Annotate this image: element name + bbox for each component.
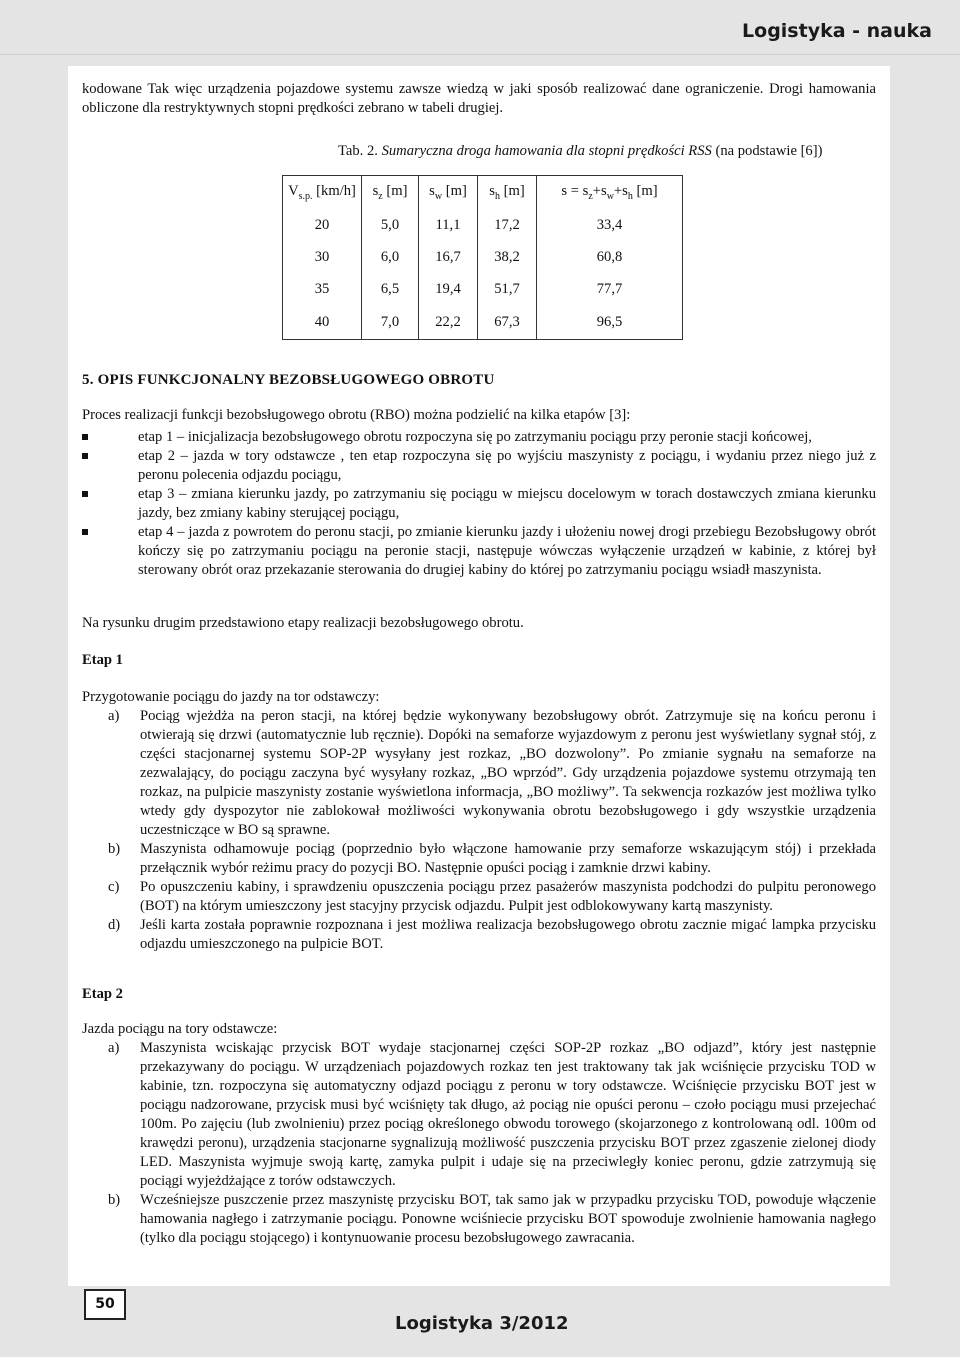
etap2-heading: Etap 2 <box>82 986 123 1002</box>
table-cell: 16,7 <box>419 241 478 273</box>
table-cell: 19,4 <box>419 273 478 305</box>
table-cell: 17,2 <box>478 209 537 241</box>
page-number: 50 <box>84 1289 126 1320</box>
table-cell: 38,2 <box>478 241 537 273</box>
col-header: $s_h$ [m] <box>478 176 537 210</box>
list-item: a) Maszynista wciskając przycisk BOT wydaje stacjonarnej części SOP-2P rozkaz „BO odjazd”, który jest następnie przekazywany do pociągu. W urządzeniach pojazdowych rozkaz ten jest traktowany tak jak wciśnięcie przycisku TOD w kabinie, tzn. rozpoczyna się automatyczny odjazd pociągu z peronu w tory odstawcze. Wciśnięcie przycisku BOT jest w pociągu nadzorowane, przycisk musi być wciśnięty tak długo, aż pociąg nie opuści peronu – czoło pociągu musi przejechać 100m. Po zajęciu (lub zwolnieniu) przez pociąg określonego obwodu torowego (skojarzonego z kontrolowaną odl. 100m od krawędzi peronu), urządzenia stacjonarne sygnalizują możliwość puszczenia przycisku BOT przez zgaszenie zielonej diody LED. Maszynista wyjmuje swoją kartę, zamyka pulpit i udaje się na przeciwległy koniec peronu, gdzie zatrzymują się pociągi wyjeżdżające z torów odstawczych. <box>108 1040 876 1189</box>
list-item: a) Pociąg wjeżdża na peron stacji, na której będzie wykonywany bezobsługowy obrót. Zatrzymuje się na końcu peronu i otwierają się drzwi (automatycznie lub ręcznie). Dopóki na semaforze wyjazdowym z peronu jest wyświetlany sygnał stój, z części stacjonarnej systemu SOP-2P wysyłany jest rozkaz, „BO dozwolony”. Po zmianie sygnału na semaforze na zezwalający, do pociągu zaczyna być wysyłany rozkaz, „BO wprzód”. Gdy urządzenia pojazdowe systemu otrzymają ten rozkaz, na pulpicie maszynisty zostanie wyświetlona informacja, „BO możliwy”. Ta sekwencja rozkazów jest możliwa tylko wtedy gdy dyspozytor nie zablokował możliwości wykonywania obrotu bezobsługowego i gdy wszystkie urządzenia uczestniczące w BO są sprawne. <box>108 708 876 838</box>
list-item: etap 4 – jazda z powrotem do peronu stacji, po zmianie kierunku jazdy i ułożeniu nowej drogi przebiegu Bezobsługowy obrót kończy się po zatrzymaniu pociągu na peronie stacji, następuje wówczas wyłączenie urządzeń w kabinie, z której był sterowany obrót oraz przekazanie sterowania do drugiej kabiny do której po zatrzymaniu pociągu wsiadł maszynista. <box>82 523 876 580</box>
col-header: $s_w$ [m] <box>419 176 478 210</box>
table-cell: 33,4 <box>537 209 683 241</box>
table-row <box>283 241 683 273</box>
table-cell: 35 <box>283 273 362 305</box>
etap1-heading: Etap 1 <box>82 652 123 668</box>
etap2-intro: Jazda pociągu na tory odstawcze: <box>82 1021 278 1037</box>
list-item: etap 2 – jazda w tory odstawcze , ten etap rozpoczyna się po wyjściu maszynisty z pociągu, i wydaniu przez niego już z peronu polecenia odjazdu pociągu, <box>82 447 876 485</box>
bullet-icon <box>82 434 88 440</box>
section-heading: 5. OPIS FUNKCJONALNY BEZOBSŁUGOWEGO OBROTU <box>82 372 495 388</box>
table-row <box>283 209 683 241</box>
table-cell: 11,1 <box>419 209 478 241</box>
header-divider <box>0 54 960 55</box>
etap1-intro: Przygotowanie pociągu do jazdy na tor odstawczy: <box>82 689 380 705</box>
list-item: c) Po opuszczeniu kabiny, i sprawdzeniu opuszczenia pociągu przez pasażerów maszynista podchodzi do pulpitu peronowego (BOT) na którym umieszczony jest stacyjny przycisk odjazdu. Pulpit jest odblokowywany kartą maszynisty. <box>108 879 876 914</box>
braking-distance-table <box>282 175 683 340</box>
etap1-list <box>82 707 876 954</box>
table-caption <box>338 142 822 161</box>
figure-note: Na rysunku drugim przedstawiono etapy realizacji bezobsługowego obrotu. <box>82 615 524 631</box>
stages-list <box>82 428 876 580</box>
caption-prefix: Tab. 2. <box>338 143 378 159</box>
table-cell: 6,0 <box>362 241 419 273</box>
table-cell: 6,5 <box>362 273 419 305</box>
table-header-row <box>283 176 683 210</box>
journal-issue-footer: Logistyka 3/2012 <box>395 1313 569 1334</box>
page-content <box>68 66 890 1286</box>
table-cell: 40 <box>283 305 362 340</box>
table-row <box>283 273 683 305</box>
etap2-list <box>82 1039 876 1248</box>
table-cell: 20 <box>283 209 362 241</box>
table-cell: 77,7 <box>537 273 683 305</box>
bullet-icon <box>82 453 88 459</box>
table-cell: 22,2 <box>419 305 478 340</box>
bullet-icon <box>82 529 88 535</box>
bullet-icon <box>82 491 88 497</box>
list-item: etap 1 – inicjalizacja bezobsługowego obrotu rozpoczyna się po zatrzymaniu pociągu przy peronie stacji końcowej, <box>82 428 876 447</box>
table-cell: 60,8 <box>537 241 683 273</box>
intro-paragraph: kodowane Tak więc urządzenia pojazdowe systemu zawsze wiedzą w jaki sposób realizować dane ograniczenie. Drogi hamowania obliczone dla restryktywnych stopni prędkości zebrano w tabeli drugiej. <box>82 81 876 116</box>
col-header: $s_z$ [m] <box>362 176 419 210</box>
list-item: d) Jeśli karta została poprawnie rozpoznana i jest możliwa realizacja bezobsługowego obrotu zacznie migać lampka przycisku odjazdu umieszczonego na pulpicie BOT. <box>108 917 876 952</box>
list-item: b) Maszynista odhamowuje pociąg (poprzednio było włączone hamowanie przy semaforze wskazującym stój) i przekłada przełącznik wybór reżimu pracy do pozycji BO. Następnie opuści pociąg i zamknie drzwi kabiny. <box>108 841 876 876</box>
process-intro: Proces realizacji funkcji bezobsługowego obrotu (RBO) można podzielić na kilka etapów [3]: <box>82 407 631 423</box>
caption-suffix: (na podstawie [6]) <box>715 143 823 159</box>
list-item: b) Wcześniejsze puszczenie przez maszynistę przycisku BOT, tak samo jak w przypadku przycisku TOD, powoduje włączenie hamowania nagłego i zatrzymanie pociągu. Ponowne wciśniecie przycisku BOT spowoduje zwolnienie hamowania nagłego (tylko dla pociągu stojącego) i kontynuowanie procesu bezobsługowego zawracania. <box>108 1192 876 1246</box>
table-cell: 7,0 <box>362 305 419 340</box>
list-item: etap 3 – zmiana kierunku jazdy, po zatrzymaniu się pociągu w miejscu docelowym w torach dostawczych zmiana kierunku jazdy, bez zmiany kabiny sterującej pociągu, <box>82 485 876 523</box>
table-cell: 96,5 <box>537 305 683 340</box>
table-cell: 30 <box>283 241 362 273</box>
caption-title: Sumaryczna droga hamowania dla stopni prędkości RSS <box>381 143 712 159</box>
col-header: $s = s_z+s_w+s_h$ [m] <box>537 176 683 210</box>
table-cell: 5,0 <box>362 209 419 241</box>
journal-section-title: Logistyka - nauka <box>742 20 932 42</box>
col-header: $V_{s.p.}$ [km/h] <box>283 176 362 210</box>
table-cell: 51,7 <box>478 273 537 305</box>
table-row <box>283 305 683 340</box>
table-cell: 67,3 <box>478 305 537 340</box>
